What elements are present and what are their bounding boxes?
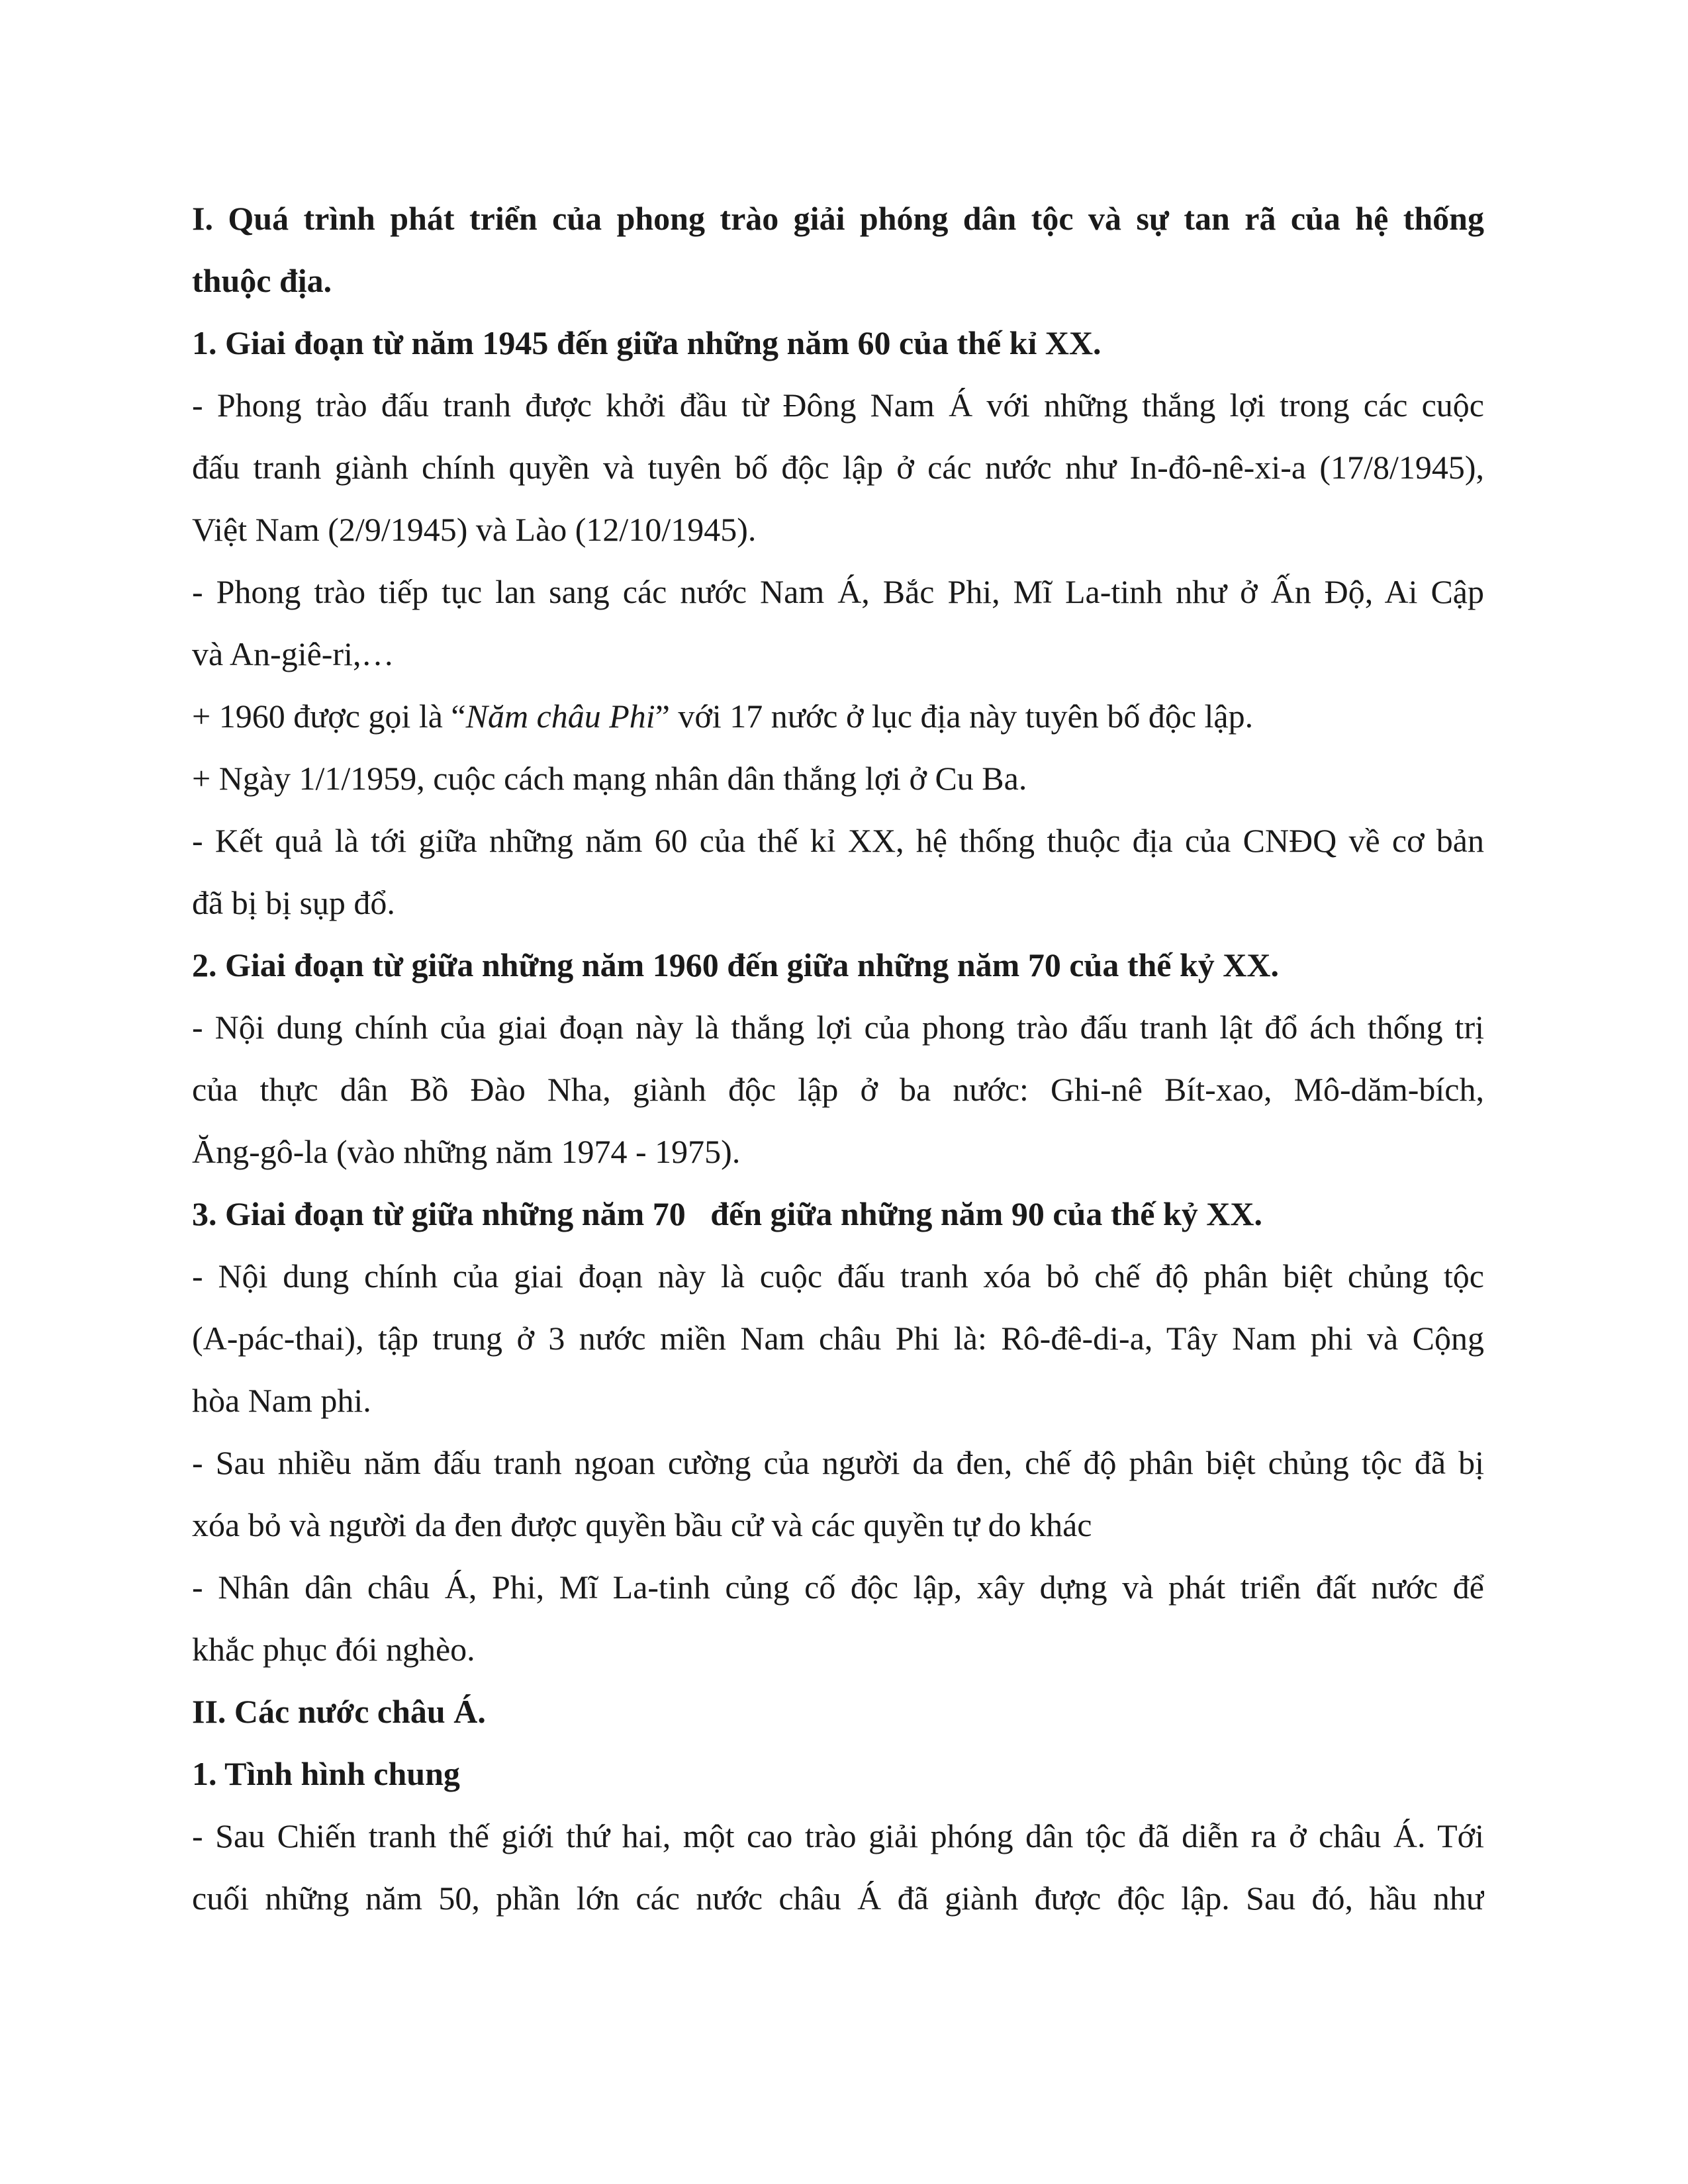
paragraph-line: đã bị bị sụp đổ. — [192, 884, 395, 921]
paragraph-line: + Ngày 1/1/1959, cuộc cách mạng nhân dân thắng lợi ở Cu Ba. — [192, 760, 1027, 797]
paragraph-line: Việt Nam (2/9/1945) và Lào (12/10/1945). — [192, 511, 757, 548]
paragraph-line: - Nội dung chính của giai đoạn này là cuộc đấu tranh xóa bỏ chế độ phân biệt chủng tộc — [192, 1257, 1484, 1295]
paragraph-line: và An-giê-ri,… — [192, 635, 395, 672]
paragraph-line-mixed — [192, 685, 1484, 747]
paragraph-line: xóa bỏ và người da đen được quyền bầu cử và các quyền tự do khác — [192, 1506, 1092, 1543]
paragraph-line: - Sau Chiến tranh thế giới thứ hai, một cao trào giải phóng dân tộc đã diễn ra ở châu Á. Tới — [192, 1817, 1484, 1854]
document-page — [192, 187, 1484, 1929]
paragraph-line: - Sau nhiều năm đấu tranh ngoan cường của người da đen, chế độ phân biệt chủng tộc đã bị — [192, 1444, 1484, 1481]
paragraph-line: - Phong trào đấu tranh được khởi đầu từ Đông Nam Á với những thắng lợi trong các cuộc — [192, 387, 1484, 424]
section-heading-2: II. Các nước châu Á. — [192, 1693, 486, 1730]
subheading-2-1: 1. Tình hình chung — [192, 1755, 460, 1792]
paragraph-line: - Nhân dân châu Á, Phi, Mĩ La-tinh củng cố độc lập, xây dựng và phát triển đất nước để — [192, 1569, 1484, 1606]
paragraph-line: (A-pác-thai), tập trung ở 3 nước miền Nam châu Phi là: Rô-đê-di-a, Tây Nam phi và Cộng — [192, 1320, 1484, 1357]
subheading-1-3: 3. Giai đoạn từ giữa những năm 70 đến giữa những năm 90 của thế kỷ XX. — [192, 1195, 1262, 1232]
paragraph-line: cuối những năm 50, phần lớn các nước châu Á đã giành được độc lập. Sau đó, hầu như — [192, 1880, 1484, 1917]
section-heading-1-cont: thuộc địa. — [192, 262, 332, 299]
paragraph-line: đấu tranh giành chính quyền và tuyên bố độc lập ở các nước như In-đô-nê-xi-a (17/8/1945), — [192, 449, 1484, 486]
paragraph-line: hòa Nam phi. — [192, 1382, 371, 1419]
paragraph-line: - Phong trào tiếp tục lan sang các nước Nam Á, Bắc Phi, Mĩ La-tinh như ở Ấn Độ, Ai Cập — [192, 573, 1484, 610]
italic-term: Năm châu Phi — [465, 698, 655, 735]
section-heading-1: I. Quá trình phát triển của phong trào giải phóng dân tộc và sự tan rã của hệ thống — [192, 200, 1484, 237]
text-span: ” với 17 nước ở lục địa này tuyên bố độc lập. — [655, 698, 1254, 735]
paragraph-line: của thực dân Bồ Đào Nha, giành độc lập ở ba nước: Ghi-nê Bít-xao, Mô-dăm-bích, — [192, 1071, 1484, 1108]
paragraph-line: - Kết quả là tới giữa những năm 60 của thế kỉ XX, hệ thống thuộc địa của CNĐQ về cơ bản — [192, 822, 1484, 859]
text-span: + 1960 được gọi là “ — [192, 698, 466, 735]
paragraph-line: khắc phục đói nghèo. — [192, 1631, 475, 1668]
subheading-1-1: 1. Giai đoạn từ năm 1945 đến giữa những năm 60 của thế kỉ XX. — [192, 324, 1102, 361]
subheading-1-2: 2. Giai đoạn từ giữa những năm 1960 đến giữa những năm 70 của thế kỷ XX. — [192, 946, 1279, 983]
paragraph-line: - Nội dung chính của giai đoạn này là thắng lợi của phong trào đấu tranh lật đổ ách thống trị — [192, 1009, 1484, 1046]
paragraph-line: Ăng-gô-la (vào những năm 1974 - 1975). — [192, 1133, 741, 1170]
